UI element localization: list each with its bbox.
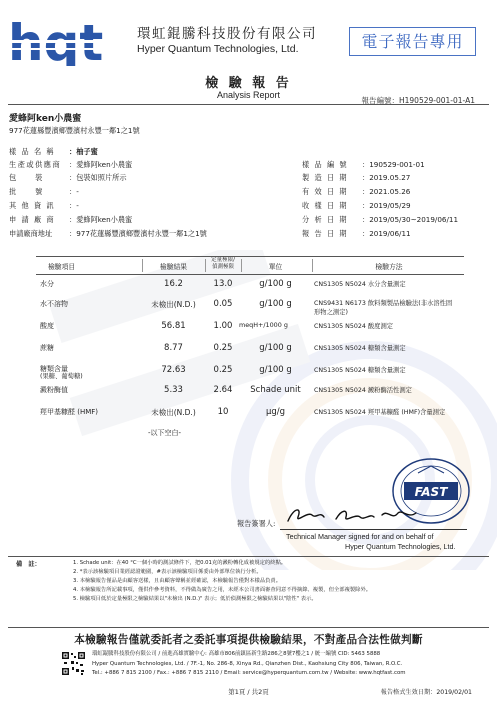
client-address: 977花蓮縣豐濱鄉豐濱村永豐一鄰1之1號	[9, 126, 140, 135]
info-producer: 生產或供應商 ：愛蜂阿ken小農蜜	[9, 160, 133, 169]
form-effective-date: 報告格式生效日期：2019/02/01	[380, 689, 472, 696]
header-result: 檢驗結果	[159, 263, 188, 271]
table-header	[36, 257, 464, 275]
handwritten-signature	[284, 503, 424, 527]
info-received-date: 收 樣 日 期 ：2019/05/29	[302, 201, 411, 210]
signatory-note-line1: Technical Manager signed for and on behalf of	[286, 532, 434, 541]
page-number: 第1頁 / 共2頁	[228, 688, 269, 696]
table-end-note: -以下空白-	[148, 429, 182, 437]
header-limit: 定量極限/ 偵測極限	[211, 257, 235, 270]
remark-item: 1. Schade unit：在40 °C一個小時的測試條件下，把0.01克的澱粉轉化成被規定的終點。	[73, 560, 287, 566]
remarks-label: 備 註：	[16, 561, 41, 568]
info-applicant: 申 請 廠 商 ：愛蜂阿ken小農蜜	[9, 215, 133, 224]
contact-line: 環虹錕騰科技股份有限公司 / 前進高雄實驗中心: 高雄市806前鎮區新生路286之8號7樓之1 / 統一編號 CID: 5463 5888	[92, 651, 381, 657]
header-method: 檢驗方法	[375, 263, 403, 271]
divider	[8, 104, 489, 105]
divider	[8, 627, 489, 628]
remark-item: 2. *表示該檢驗項目業經認證範圍，#表示該檢驗項目係委由外部單位執行分析。	[73, 569, 262, 575]
signatory-label: 報告簽署人:	[237, 519, 276, 528]
remark-item: 5. 檢驗項目低於定量極限之檢驗結果以"未檢出 (N.D.)" 表示；低於偵測極限之檢驗結果以"陰性" 表示。	[73, 596, 317, 602]
table-top-rule	[36, 256, 464, 257]
report-title-zh: 檢 驗 報 告	[205, 76, 292, 91]
contact-line: Tel.: +886 7 815 2100 / Fax.: +886 7 815 2110 / Email: service@hyperquantum.com.tw / Website: www.hqtfast.com	[92, 670, 406, 676]
info-analysis-date: 分 析 日 期 ：2019/05/30~2019/06/11	[302, 215, 459, 224]
seal-text: FAST	[414, 485, 448, 499]
contact-line: Hyper Quantum Technologies, Ltd. / 7F.-1, No. 286-8, Xinya Rd., Qianzhen Dist., Kaohsiung City 806, Taiwan, R.O.C.	[92, 660, 403, 667]
company-name-zh: 環虹錕騰科技股份有限公司	[137, 26, 317, 42]
report-number: 報告編號：H190529-001-01-A1	[361, 96, 475, 105]
info-sample-name: 樣 品 名 稱 ：柚子蜜	[9, 147, 98, 156]
company-logo	[8, 18, 128, 66]
info-mfg-date: 製 造 日 期 ：2019.05.27	[302, 173, 411, 182]
info-packaging: 包 裝 ：包裝如照片所示	[9, 173, 127, 182]
header-item: 檢驗項目	[48, 263, 76, 271]
info-batch: 批 號 ：-	[9, 187, 79, 196]
signatory-note-line2: Hyper Quantum Technologies, Ltd.	[345, 542, 456, 551]
electronic-report-stamp: 電子報告專用	[349, 27, 476, 56]
remarks-list	[73, 559, 483, 604]
remark-item: 4. 本檢驗報告所記載事項，僅供作參考資料，不得做為廣告之用，未經本公司書面審查同意不得摘錄、複製，但全部複製除外。	[73, 587, 372, 593]
info-other: 其 他 資 訊 ：-	[9, 201, 79, 210]
header-unit: 單位	[268, 263, 283, 271]
disclaimer-banner: 本檢驗報告僅就委託者之委託事項提供檢驗結果，不對產品合法性做判斷	[74, 634, 423, 646]
table-header-rule	[36, 274, 464, 275]
info-expiry-date: 有 效 日 期 ：2021.05.26	[302, 187, 411, 196]
report-page: 環虹錕騰科技股份有限公司 Hyper Quantum Technologies, Ltd. 電子報告專用 檢 驗 報 告 Analysis Report 報告編號：H190529-001-01-A1 愛蜂阿ken小農蜜 977花蓮縣豐濱鄉豐濱村永豐一鄰1之1號 樣 品 名 稱 ：柚子蜜 生產或供應商 ：愛蜂阿ken小農蜜 包 裝 ：包裝如照片所示 批 號 ：- 其 他 資 訊 ：- 申 請 廠 商 ：愛蜂阿ken小農蜜 申請廠商地址 ：977花蓮縣豐濱鄉豐濱村永豐一鄰1之1號 樣 品 編 號 ：190529-001-01 製 造 日 期 ：2019.05.27 有 效 日 期 ：2021.05.26 收 樣 日 期 ：2019/05/29 分 析 日 期 ：2019/05/30~2019/06/11 報 告 日 期 ：2019/06/11 檢驗項目 檢驗結果 定量極限/ 偵測極限 單位 檢驗方法 水分 16.2 13.0 g/100 g CNS1305 N5024 水分含量測定 水不溶物 未檢出(N.D.) 0.05 g/100 g CNS9431 N6173 飲料類製品檢驗法(非水溶性固 形物之測定) 酸度 56.81 1.00 meqH+/1000 g CNS1305 N5024 酸度測定 蔗糖 8.77 0.25 g/100 g CNS1305 N5024 糖類含量測定 糖類含量 (果糖、葡萄糖) 72.63 0.25 g/100 g CNS1305 N5024 糖類含量測定 澱粉酶值 5.33 2.64 Schade unit CNS1305 N5024 澱粉酶活性測定 羥甲基糠醛 (HMF) 未檢出(N.D.) 10 μg/g CNS1305 N5024 羥甲基糠醛 (HMF)含量測定 -以下空白- FAST 報告簽署人: Technical Manager signed for and on behalf of Hyper Quantum Technologies, Ltd. 備 註： 1. Schade unit：在40 °C一個小時的測試條件下，把0.01克的澱粉轉化成被規定的終點。 2. *表示該檢驗項目業經認證範圍，#表示該檢驗項目係委由外部單位執行分析。 3. 本檢驗報告僅品是由顧客送樣，且由顧客聲稱並經確認，本檢驗報告僅對本樣品負責。 4. 本檢驗報告所記載事項，僅供作參考資料，不得做為廣告之用，未經本公司書面審查同意不得摘錄、複製，但全部複製除外。 5. 檢驗項目低於定量極限之檢驗結果以"未檢出 (N.D.)" 表示；低於偵測極限之檢驗結果以"陰性" 表示。 本檢驗報告僅就委託者之委託事項提供檢驗結果，不對產品合法性做判斷 環虹錕騰科技股份有限公司 / 前進高雄實驗中心: 高雄市806前鎮區新生路286之8號7樓之1 / 統一編號 CID: 5463 5888 Hyper Quantum Technologies, Ltd. / 7F.-1, No. 286-8, Xinya Rd., Qianzhen Dist., Kaohsiung City 806, Taiwan, R.O.C. Tel.: +886 7 815 2100 / Fax.: +886 7 815 2110 / Email: service@hyperquantum.com.tw / Website: www.hqtfast.com 第1頁 / 共2頁 報告格式生效日期：2019/02/01	[0, 0, 497, 711]
divider	[8, 556, 489, 557]
qr-code-icon	[61, 651, 86, 676]
client-name: 愛蜂阿ken小農蜜	[9, 114, 82, 124]
info-sample-no: 樣 品 編 號 ：190529-001-01	[302, 160, 425, 169]
company-name-en: Hyper Quantum Technologies, Ltd.	[137, 43, 299, 55]
company-contact	[92, 650, 406, 679]
info-applicant-address: 申請廠商地址 ：977花蓮縣豐濱鄉豐濱村永豐一鄰1之1號	[9, 229, 207, 238]
report-title-en: Analysis Report	[216, 90, 281, 100]
info-report-date: 報 告 日 期 ：2019/06/11	[302, 229, 411, 238]
remark-item: 3. 本檢驗報告僅品是由顧客送樣，且由顧客聲稱並經確認，本檢驗報告僅對本樣品負責。	[73, 578, 282, 584]
signature-line	[280, 529, 467, 530]
